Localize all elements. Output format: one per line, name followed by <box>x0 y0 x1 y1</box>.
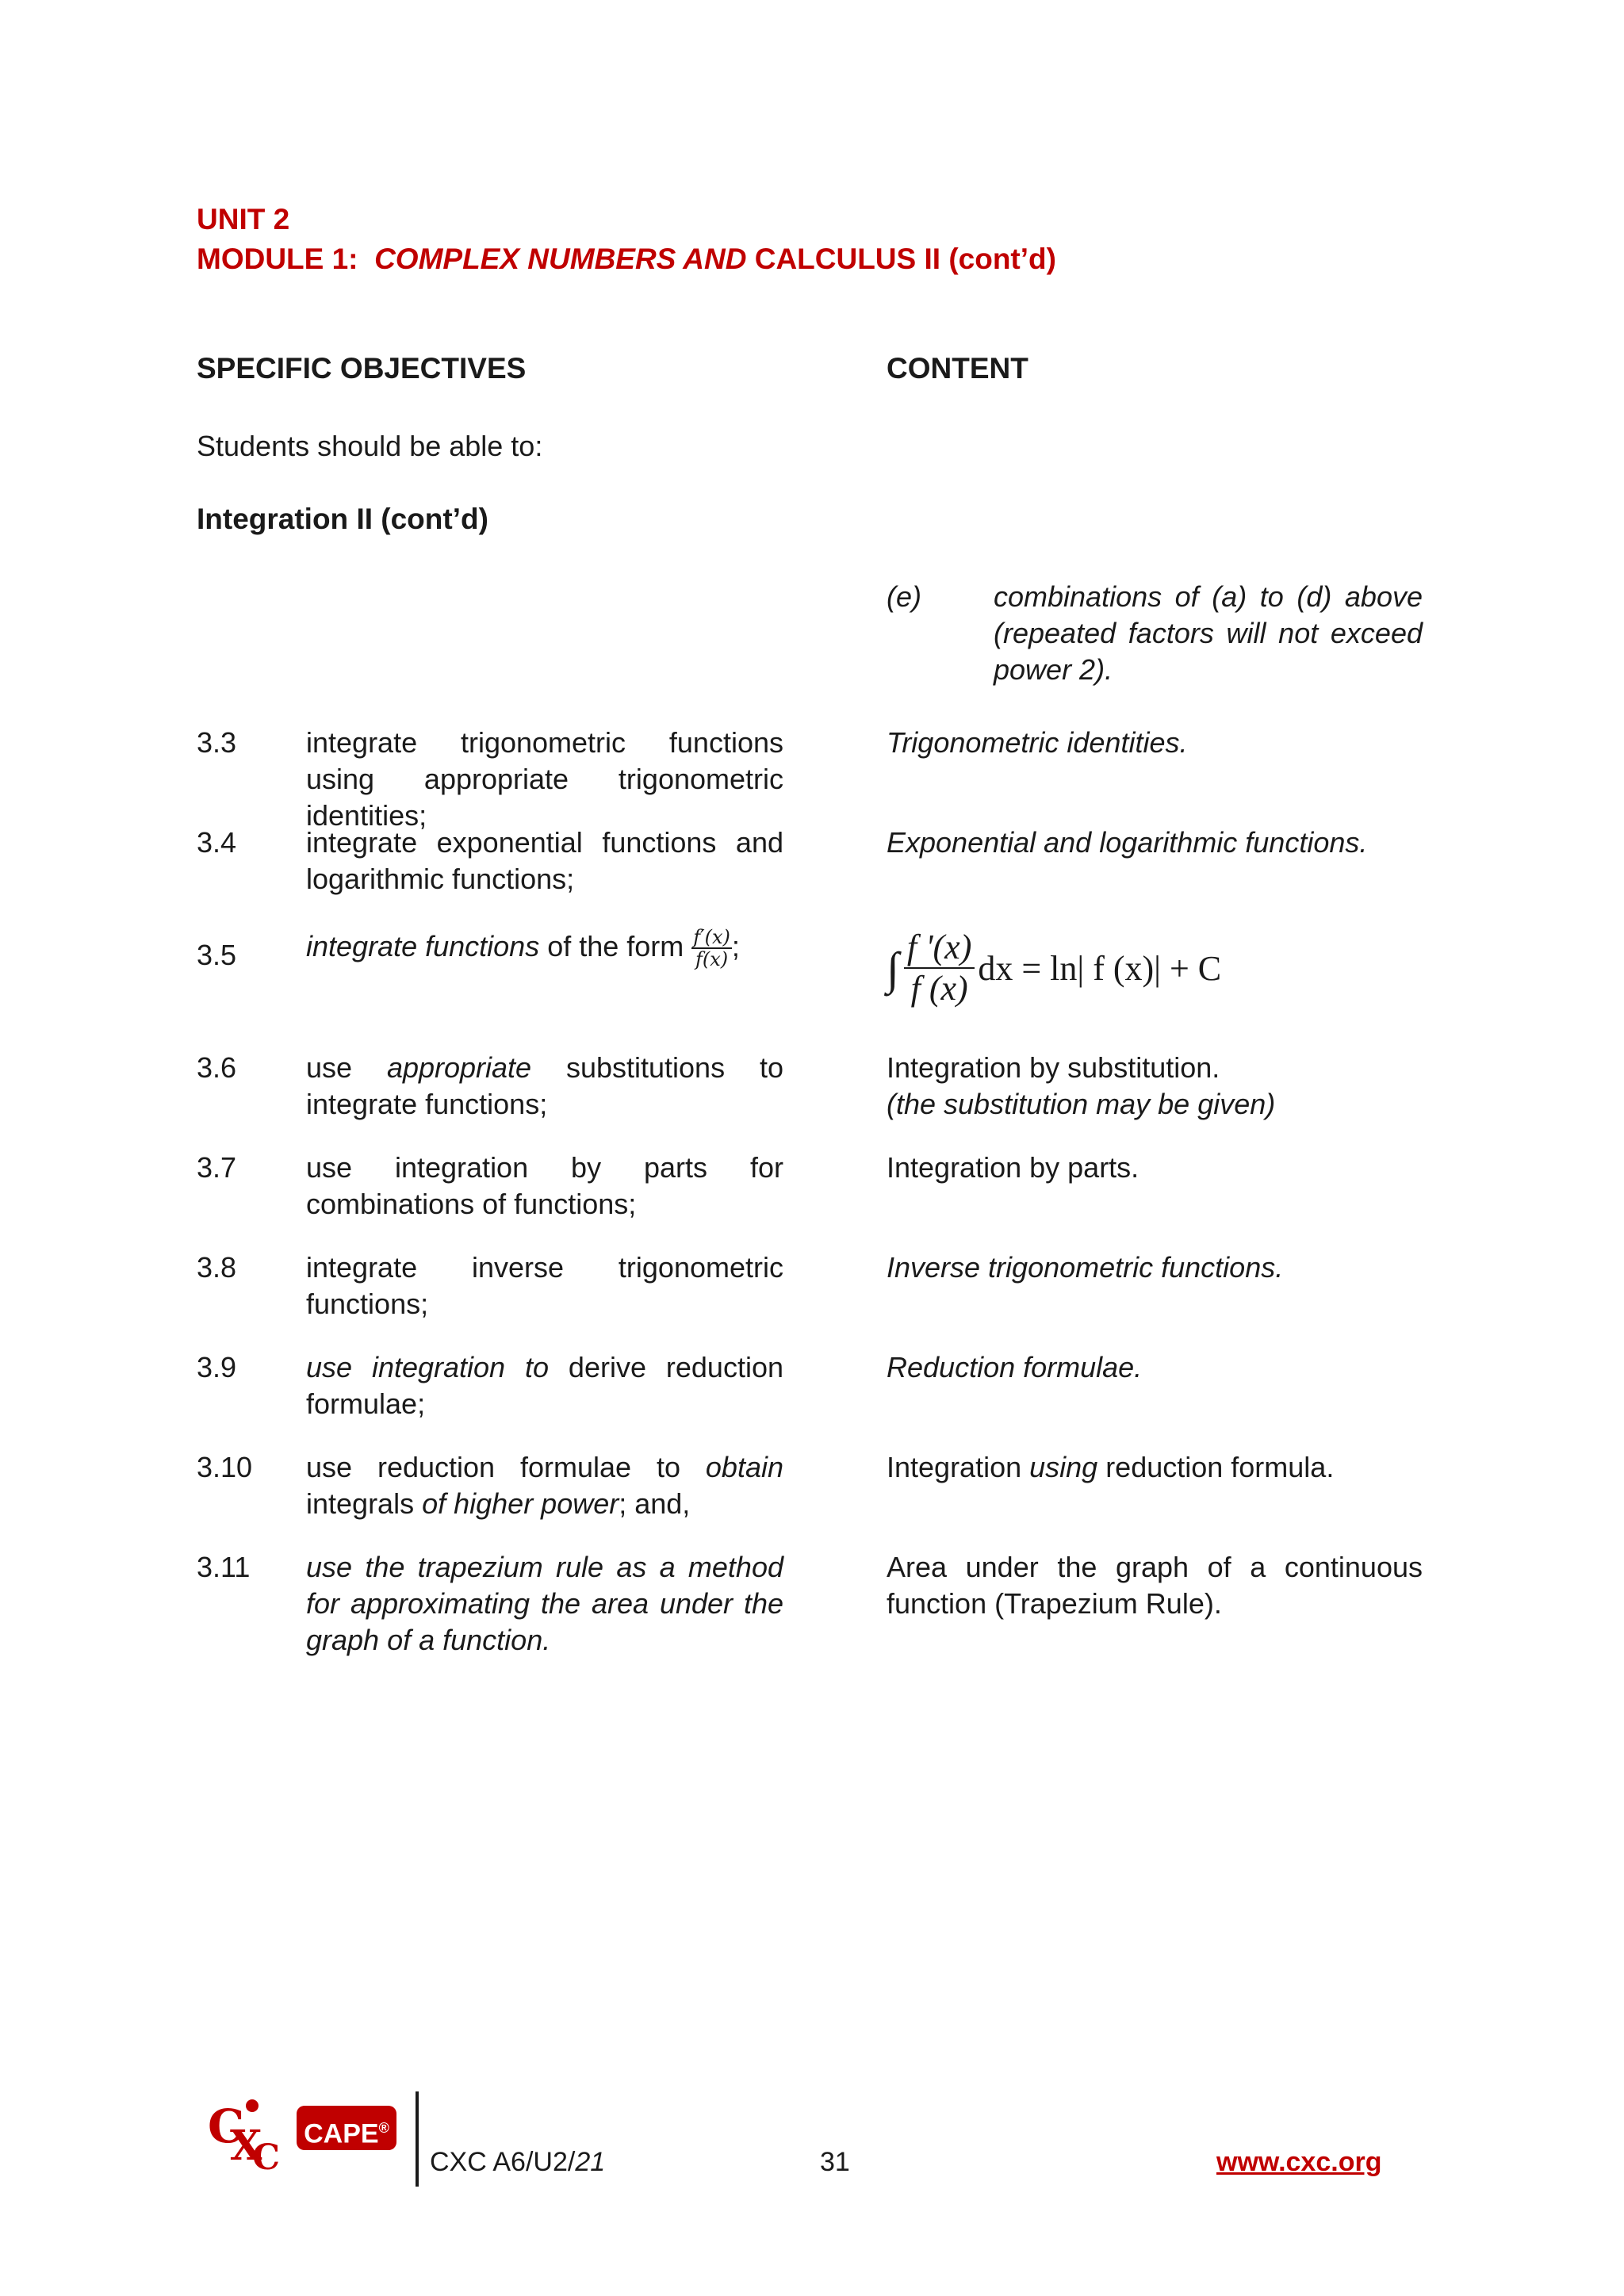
objective-text: use reduction formulae to obtain integrals of higher power; and, <box>306 1451 783 1520</box>
objective-number: 3.11 <box>197 1551 251 1583</box>
cxc-logo <box>206 2093 285 2172</box>
content-text: Trigonometric identities. <box>887 726 1188 759</box>
integral-formula: ∫ f '(x) f (x) dx = ln| f (x)| + C <box>887 928 1222 1008</box>
objective-text: integrate inverse trigonometric functions; <box>306 1251 783 1320</box>
intro-text: Students should be able to: <box>197 430 543 462</box>
objective-text: use integration to derive reduction formulae; <box>306 1351 783 1420</box>
objective-text: integrate functions of the form $\frac{f'(x)}{f(x)}$ ; <box>306 926 740 971</box>
module-title: MODULE 1: COMPLEX NUMBERS AND CALCULUS II (cont’d) <box>197 243 1056 275</box>
content-text: Integration by substitution. (the substitution may be given) <box>887 1051 1276 1120</box>
objective-text: use integration by parts for combinations of functions; <box>306 1151 783 1220</box>
objective-number: 3.7 <box>197 1151 237 1184</box>
item-e-text: combinations of (a) to (d) above (repeated factors will not exceed power 2). <box>994 580 1423 686</box>
cxc-logo-icon <box>206 2093 285 2172</box>
objective-number: 3.8 <box>197 1251 237 1284</box>
objective-text: use appropriate substitutions to integrate functions; <box>306 1051 783 1120</box>
content-text: Integration using reduction formula. <box>887 1451 1335 1483</box>
objectives-heading: SPECIFIC OBJECTIVES <box>197 352 527 385</box>
content-text: Reduction formulae. <box>887 1351 1143 1383</box>
objective-text: integrate trigonometric functions using appropriate trigonometric identities; <box>306 726 783 832</box>
objective-number: 3.6 <box>197 1051 237 1084</box>
unit-title: UNIT 2 <box>197 203 290 235</box>
unit-heading <box>197 200 1056 279</box>
svg-text:C: C <box>252 2137 281 2172</box>
formula-fraction: f '(x) f (x) <box>904 928 975 1008</box>
objective-number: 3.10 <box>197 1451 253 1483</box>
section-title: Integration II (cont’d) <box>197 503 488 535</box>
fraction: $\frac{f'(x)}{f(x)}$ <box>693 926 730 971</box>
footer-divider <box>416 2091 419 2187</box>
cape-badge: CAPE® <box>297 2106 396 2150</box>
objective-number: 3.9 <box>197 1351 237 1383</box>
objective-text: use the trapezium rule as a method for approximating the area under the graph of a function. <box>306 1551 783 1656</box>
item-e-label: (e) <box>887 580 921 613</box>
objective-number: 3.5 <box>197 939 237 971</box>
objective-text: integrate exponential functions and logarithmic functions; <box>306 826 783 895</box>
document-code: CXC A6/U2/21 <box>430 2147 606 2177</box>
svg-text:X: X <box>230 2122 262 2170</box>
content-text: Inverse trigonometric functions. <box>887 1251 1284 1284</box>
cxc-website-link[interactable]: www.cxc.org <box>1216 2147 1382 2177</box>
objective-number: 3.3 <box>197 726 237 759</box>
objective-number: 3.4 <box>197 826 237 859</box>
svg-text:C: C <box>208 2099 245 2153</box>
content-text: Integration by parts. <box>887 1151 1139 1184</box>
content-heading: CONTENT <box>887 352 1028 385</box>
content-text: Area under the graph of a continuous function (Trapezium Rule). <box>887 1551 1423 1620</box>
page-number: 31 <box>820 2147 850 2177</box>
content-text: Exponential and logarithmic functions. <box>887 826 1368 859</box>
